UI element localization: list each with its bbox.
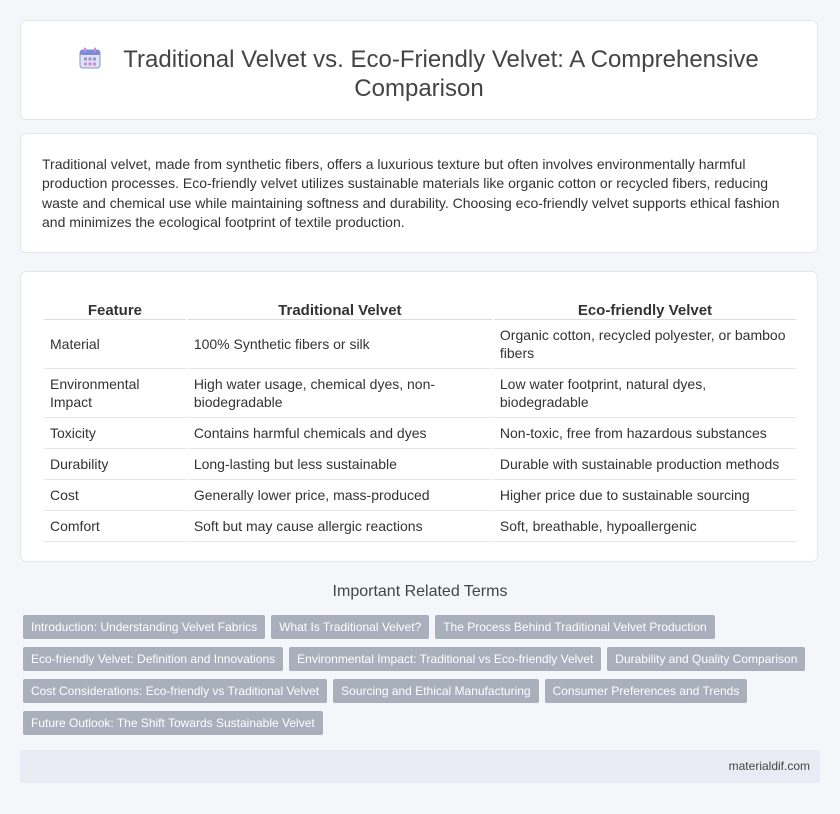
footer: [20, 750, 820, 783]
table-cell: High water usage, chemical dyes, non-biodegradable: [188, 369, 492, 418]
intro-card: [20, 133, 818, 253]
page-title-text: Traditional Velvet vs. Eco-Friendly Velvet: A Comprehensive Comparison: [123, 46, 759, 102]
related-term-tag[interactable]: Introduction: Understanding Velvet Fabrics: [23, 615, 265, 639]
table-cell: Material: [44, 320, 186, 369]
table-row: [44, 480, 796, 511]
related-term-tag[interactable]: Environmental Impact: Traditional vs Eco-friendly Velvet: [289, 647, 601, 671]
table-cell: Contains harmful chemicals and dyes: [188, 418, 492, 449]
title-card: [20, 20, 818, 120]
table-cell: Low water footprint, natural dyes, biodegradable: [494, 369, 796, 418]
calendar-icon: [79, 47, 101, 69]
table-cell: Soft but may cause allergic reactions: [188, 511, 492, 542]
related-term-tag[interactable]: Cost Considerations: Eco-friendly vs Traditional Velvet: [23, 679, 327, 703]
table-row: [44, 369, 796, 418]
table-cell: Soft, breathable, hypoallergenic: [494, 511, 796, 542]
table-cell: Durable with sustainable production methods: [494, 449, 796, 480]
table-row: [44, 511, 796, 542]
table-cell: Toxicity: [44, 418, 186, 449]
related-term-tag[interactable]: Eco-friendly Velvet: Definition and Innovations: [23, 647, 283, 671]
table-cell: Higher price due to sustainable sourcing: [494, 480, 796, 511]
table-cell: 100% Synthetic fibers or silk: [188, 320, 492, 369]
related-term-tag[interactable]: What Is Traditional Velvet?: [271, 615, 429, 639]
related-term-tag[interactable]: Sourcing and Ethical Manufacturing: [333, 679, 538, 703]
table-row: [44, 449, 796, 480]
comparison-table: [42, 290, 798, 542]
table-cell: Organic cotton, recycled polyester, or bamboo fibers: [494, 320, 796, 369]
table-cell: Durability: [44, 449, 186, 480]
table-cell: Comfort: [44, 511, 186, 542]
table-cell: Environmental Impact: [44, 369, 186, 418]
footer-site-link[interactable]: materialdif.com: [728, 759, 810, 773]
related-term-tag[interactable]: The Process Behind Traditional Velvet Production: [435, 615, 714, 639]
related-term-tag[interactable]: Durability and Quality Comparison: [607, 647, 805, 671]
table-cell: Long-lasting but less sustainable: [188, 449, 492, 480]
comparison-card: [20, 271, 818, 562]
page-title: [21, 45, 817, 103]
table-row: [44, 418, 796, 449]
header-feature: Feature: [44, 290, 186, 320]
related-term-tag[interactable]: Consumer Preferences and Trends: [545, 679, 748, 703]
related-terms-title: Important Related Terms: [332, 583, 508, 600]
header-eco: Eco-friendly Velvet: [494, 290, 796, 320]
table-cell: Non-toxic, free from hazardous substances: [494, 418, 796, 449]
table-row: [44, 320, 796, 369]
intro-paragraph: Traditional velvet, made from synthetic fibers, offers a luxurious texture but often involves environmentally harmful production processes. Eco-friendly velvet utilizes sustainable materials like organic cotton or recycled fibers, reducing waste and chemical use while maintaining softness and durability. Choosing eco-friendly velvet supports ethical fashion and minimizes the ecological footprint of textile production.: [42, 156, 780, 231]
related-terms-list: [23, 615, 813, 735]
table-cell: Cost: [44, 480, 186, 511]
table-header-row: [44, 290, 796, 320]
table-cell: Generally lower price, mass-produced: [188, 480, 492, 511]
header-traditional: Traditional Velvet: [188, 290, 492, 320]
related-term-tag[interactable]: Future Outlook: The Shift Towards Sustainable Velvet: [23, 711, 323, 735]
